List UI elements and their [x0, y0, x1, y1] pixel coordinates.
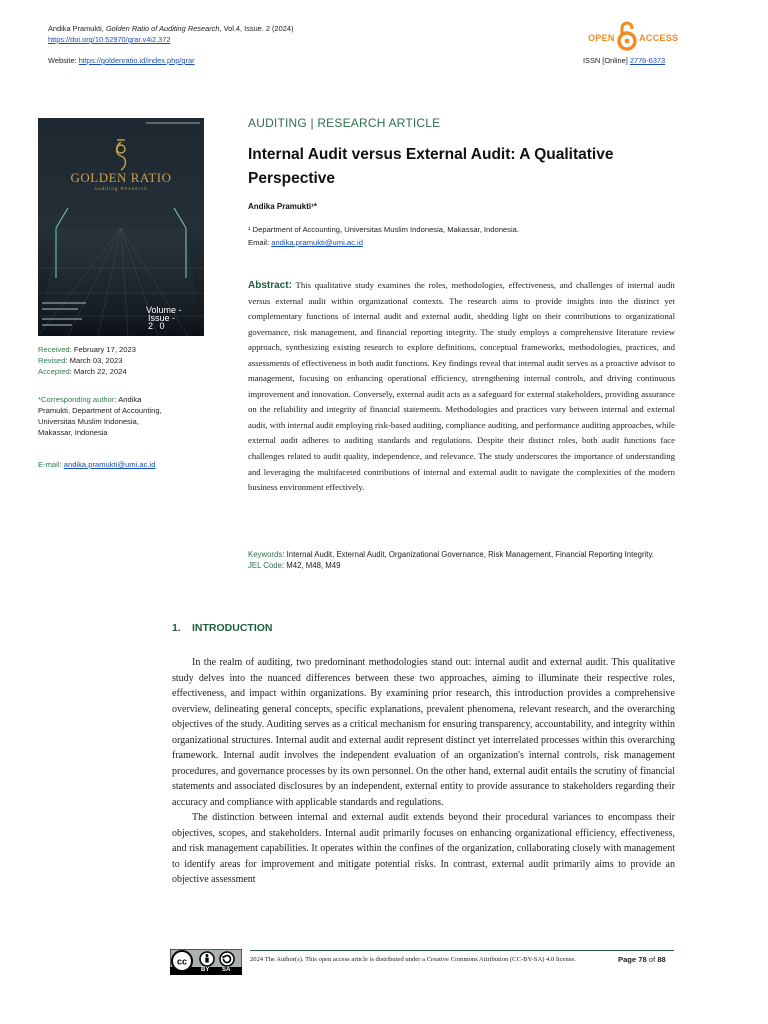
license-text: 2024 The Author(s). This open access article is distributed under a Creative Commons Attribution (CC-BY-SA) 4.0 license.	[250, 956, 576, 963]
author-email-link[interactable]: andika.pramukti@umi.ac.id	[271, 238, 363, 247]
received-value: : February 17, 2023	[69, 345, 136, 354]
author-email	[248, 238, 363, 247]
website-line	[48, 56, 195, 66]
section-title: INTRODUCTION	[192, 622, 273, 634]
issn-label: ISSN [Online]	[583, 56, 628, 65]
body-paragraph-1: In the realm of auditing, two predominant methodologies stand out: internal audit and external audit. This qualitative study delves into the nuanced differences between these two approaches, aiming to illuminate their respective roles, effectiveness, and impact within organizations. By examining prior research, this introduction provides a comprehensive overview, delineating general concepts, specific explanations, prevalent phenomena, relevant research, and the overarching objectives of the study. Auditing serves as a critical mechanism for ensuring transparency, accountability, and integrity within organizational structures. Internal audit and external audit represent distinct yet interrelated processes within this overarching framework. Internal audit involves the independent evaluation of an organization's internal controls, risk management procedures, and governance processes by its own personnel. On the other hand, external audit entails the scrutiny of financial statements and associated disclosures by an independent, external entity to provide assurance to stakeholders regarding their accuracy and compliance with applicable standards and regulations.	[172, 657, 675, 808]
article-dates	[38, 344, 204, 377]
website-link[interactable]: https://goldenratio.id/index.php/grar	[78, 56, 195, 65]
svg-text:cc: cc	[176, 956, 188, 967]
received-date	[38, 344, 204, 355]
revised-value: : March 03, 2023	[65, 356, 123, 365]
cover-subtitle: Auditing Research	[94, 186, 148, 191]
article-kicker: AUDITING | RESEARCH ARTICLE	[248, 116, 441, 130]
revised-label: Revised	[38, 356, 66, 365]
body-paragraph-2: The distinction between internal and external audit extends beyond their procedural variances to encompass their objectives, scopes, and stakeholders. Internal audit primarily focuses on enhancing organizational efficiency, effectiveness, and risk management capabilities. It operates within the confines of the organization, collaborating closely with management to identify areas for improvement and mitigate potential risks. In contrast, external audit primarily aims to provide an objective assessment	[172, 812, 675, 885]
article-author: Andika Pramukti¹*	[248, 202, 317, 211]
section-number: 1.	[172, 622, 181, 634]
cover-art-icon	[38, 118, 204, 336]
cc-license-badge[interactable]	[170, 949, 242, 975]
keywords-value: : Internal Audit, External Audit, Organizational Governance, Risk Management, Financial Reporting Integrity.	[282, 550, 654, 559]
author-affiliation: ¹ Department of Accounting, Universitas Muslim Indonesia, Makassar, Indonesia.	[248, 225, 519, 234]
open-access-label-right: ACCESS	[639, 33, 679, 43]
cover-title: GOLDEN RATIO	[70, 170, 172, 185]
cc-sa-label: SA	[222, 967, 231, 973]
corresponding-line-3: Universitas Muslim Indonesia,	[38, 417, 139, 426]
sidebar-email-link[interactable]: andika.pramukti@umi.ac.id	[63, 460, 156, 469]
cc-by-label: BY	[201, 967, 210, 973]
author-email-label: Email:	[248, 238, 270, 247]
sidebar-email	[38, 459, 204, 470]
website-label: Website:	[48, 56, 77, 65]
corresponding-label: *Corresponding author	[38, 395, 115, 404]
accepted-value: : March 22, 2024	[69, 367, 127, 376]
open-access-label-left: OPEN	[588, 33, 615, 43]
cover-issue: Issue -	[148, 313, 176, 323]
footer-divider	[250, 950, 674, 951]
page-total: 88	[657, 955, 666, 964]
open-access-logo	[588, 20, 678, 52]
abstract	[248, 278, 675, 496]
cover-volume: Volume -	[146, 305, 182, 315]
sidebar-email-label: E-mail:	[38, 460, 62, 469]
citation-journal: Golden Ratio of Auditing Research	[105, 24, 220, 33]
corresponding-line-4: Makassar, Indonesia	[38, 428, 108, 437]
received-label: Received	[38, 345, 70, 354]
accepted-label: Accepted	[38, 367, 70, 376]
jel-label: JEL Code	[248, 561, 282, 570]
corresponding-author	[38, 394, 204, 438]
citation-line	[48, 24, 293, 34]
page-label: Page	[618, 955, 637, 964]
page-number	[618, 955, 666, 964]
page-of: of	[648, 955, 656, 964]
section-heading	[172, 622, 273, 634]
citation-volume: , Vol.4, Issue. 2 (2024)	[219, 24, 294, 33]
keywords-label: Keywords	[248, 550, 283, 559]
abstract-text: This qualitative study examines the roles, methodologies, effectiveness, and challenges of internal audit versus external audit within organizational contexts. The research aims to provide insights into the distinct yet complementary functions of internal audit and external audit, shedding light on their contributions to organizational governance, risk management, and financial reporting integrity. The study employs a comprehensive literature review approach, synthesizing existing research to explore definitions, conceptual frameworks, methodologies, practices, and assessments of effectiveness in both audit functions. Key findings reveal that internal audit serves as a proactive advisor to management, focusing on enhancing operational efficiency, strengthening internal controls, and driving continuous improvement and innovation. Conversely, external audit acts as a safeguard for external stakeholders, providing assurance on the reliability and integrity of financial statements. Methodologies and practices vary between internal and external audit, with internal audit employing risk-based auditing, compliance auditing, and performance auditing approaches, while external audit adheres to auditing standards and regulations. Despite their distinct roles, both audit functions face challenges related to audit quality, independence, and relevance. The study underscores the importance of understanding and leveraging the multifaceted contributions of internal and external audit to navigate the complexities of the modern business environment effectively.	[248, 280, 676, 493]
page-current: 78	[638, 955, 647, 964]
open-lock-icon	[617, 20, 637, 52]
corresponding-line-2: Pramukti, Department of Accounting,	[38, 406, 162, 415]
article-title: Internal Audit versus External Audit: A Qualitative Perspective	[248, 146, 614, 187]
section-body	[172, 655, 675, 888]
corresponding-line-1: : Andika	[114, 395, 142, 404]
keywords-block	[248, 549, 675, 571]
issn-line	[583, 56, 665, 66]
journal-cover	[38, 118, 204, 336]
jel-value: : M42, M48, M49	[281, 561, 341, 570]
abstract-label: Abstract:	[248, 280, 292, 291]
cover-volume-block	[146, 306, 182, 330]
doi-link[interactable]: https://doi.org/10.52970/grar.v4i2.372	[48, 35, 171, 44]
revised-date	[38, 355, 204, 366]
accepted-date	[38, 366, 204, 377]
issn-link[interactable]: 2776-6373	[629, 56, 666, 65]
citation-author: Andika Pramukti,	[48, 24, 104, 33]
cover-year: 2 0	[148, 321, 167, 331]
